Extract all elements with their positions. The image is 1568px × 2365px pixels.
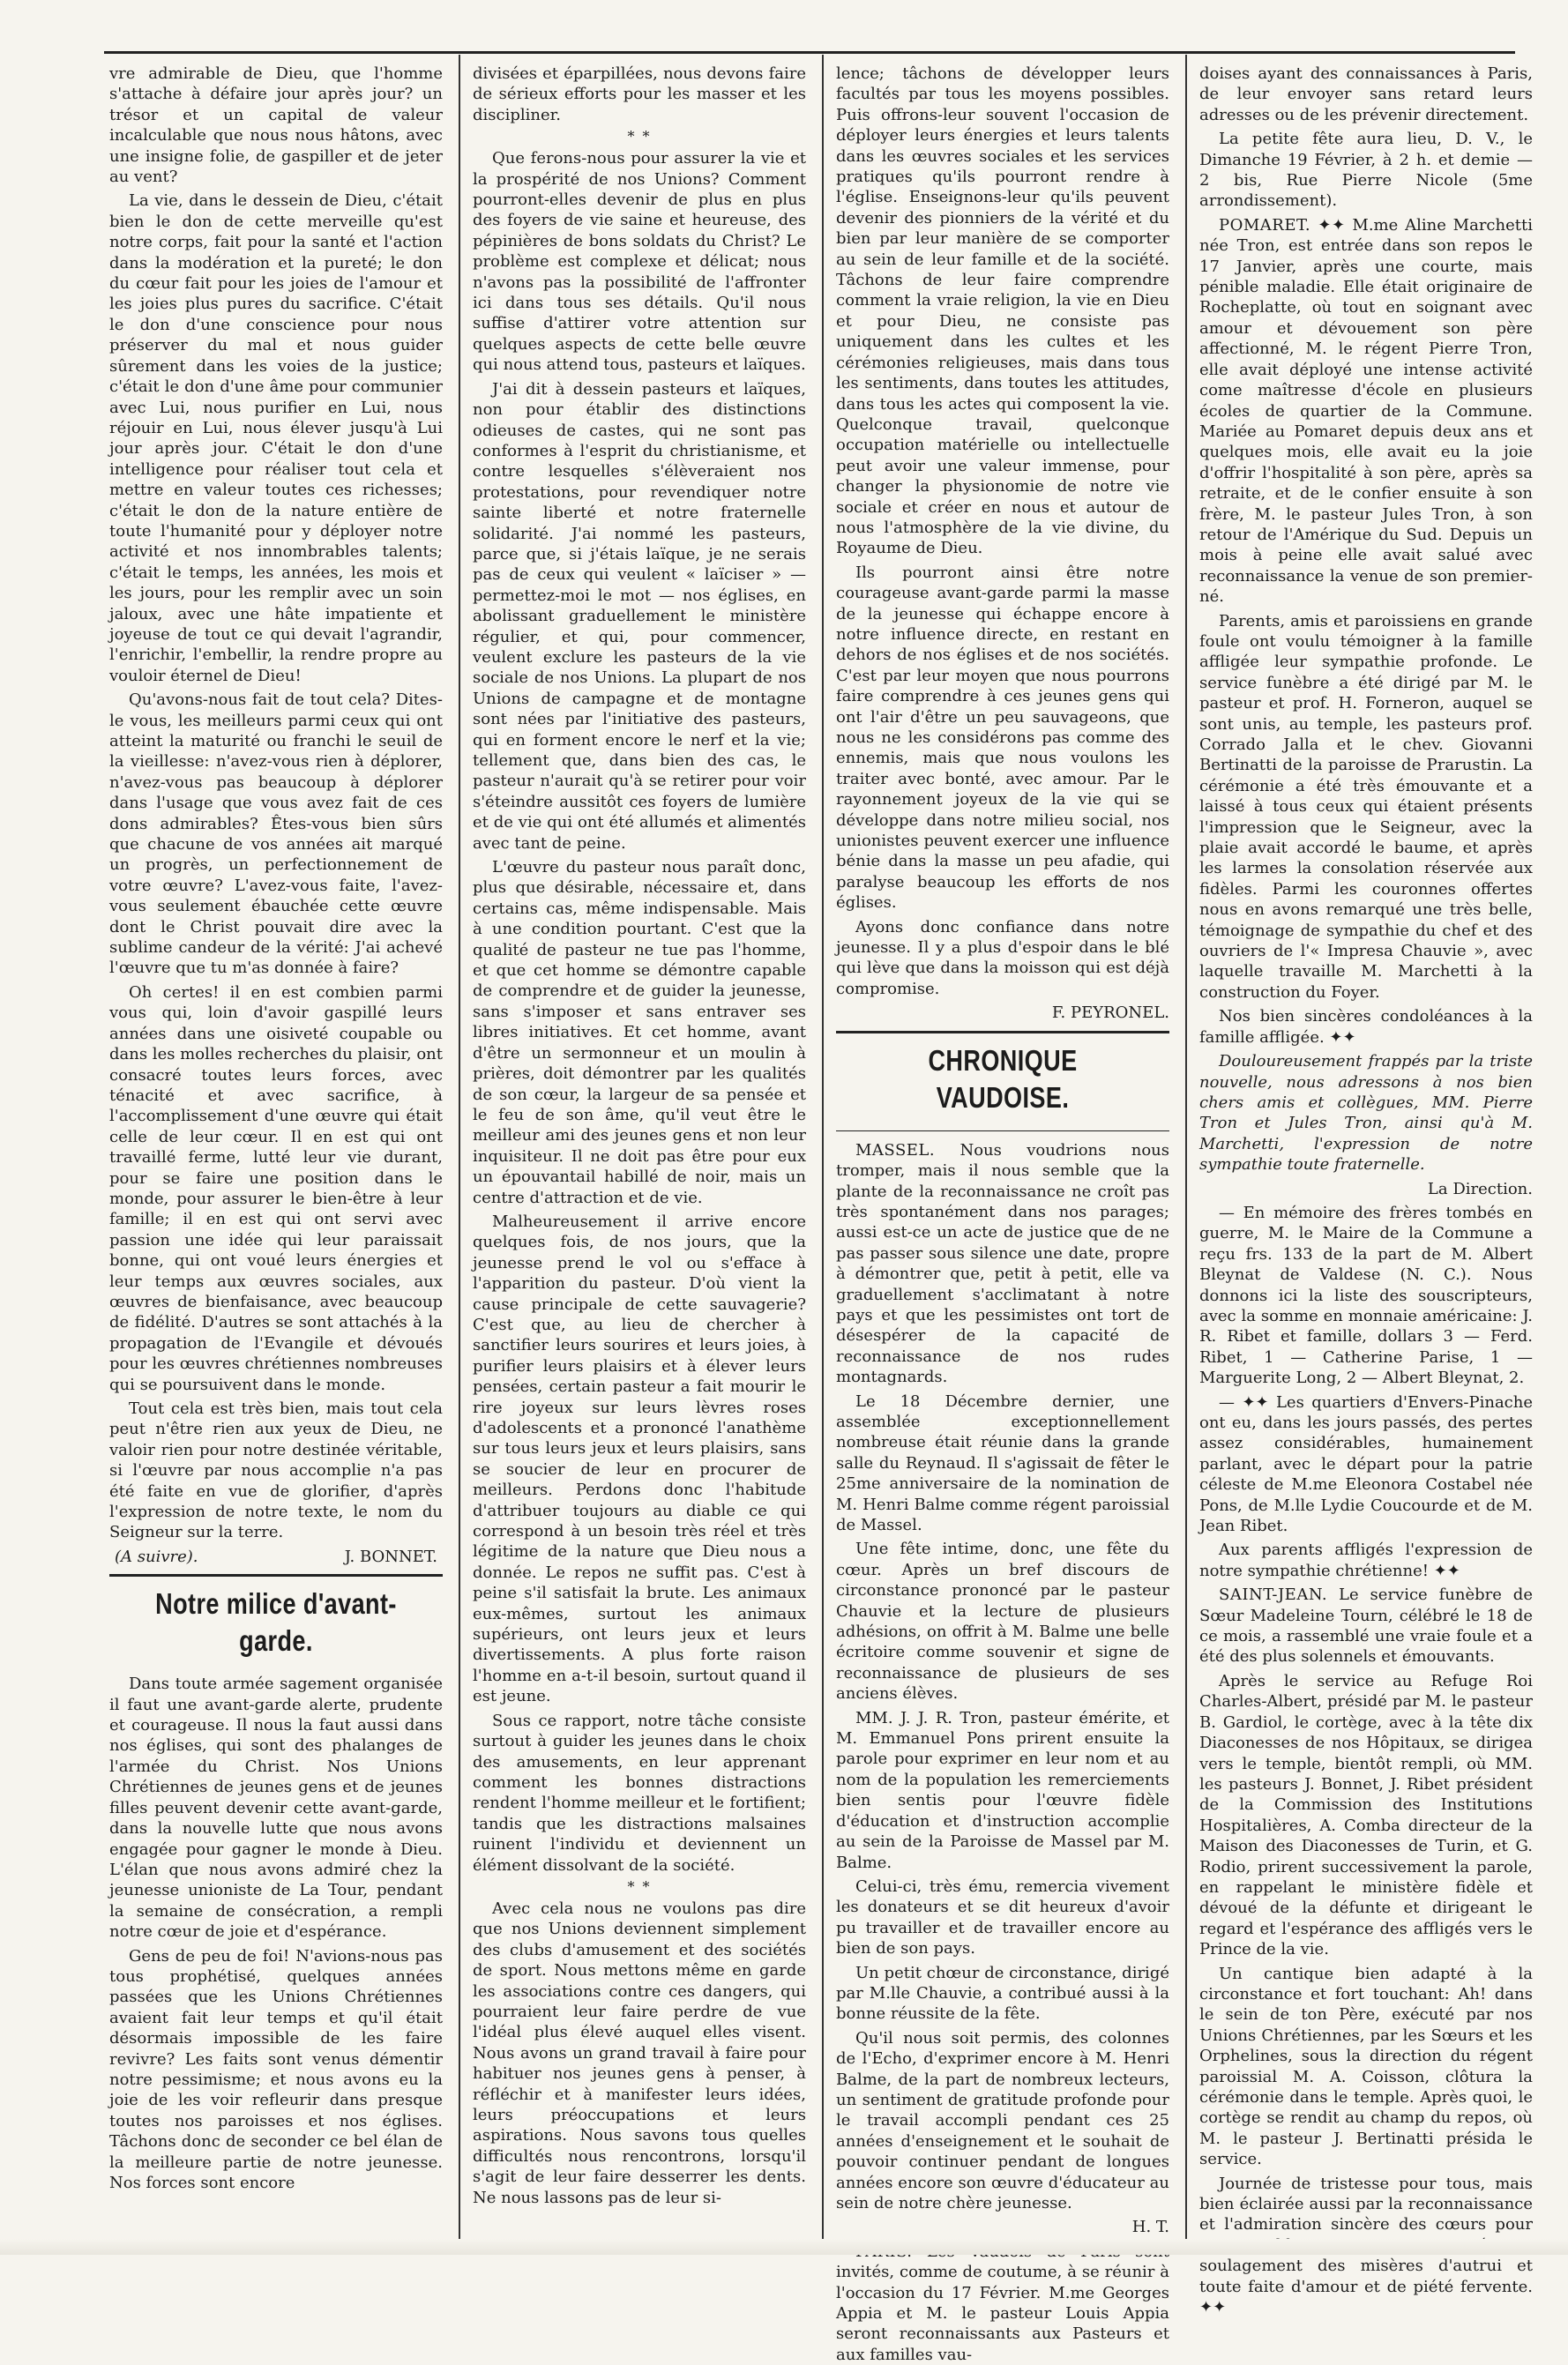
paragraph-text: invités, comme de coutume, à se réunir à l'occasion du 17 Février. M.me Georges Appia et M. le pasteur Louis Appia seront reconnaissants aux Pasteurs et aux familles vau- (836, 2263, 1169, 2364)
column-divider (1185, 55, 1187, 2242)
paragraph: La vie, dans le dessein de Dieu, c'était bien le don de cette merveille qu'est notre corps, fait pour la santé et l'action dans la modération et la pureté; le don du cœur fait pour les joies de l'amour et les joies plus pures du sacrifice. C'était le don d'une conscience pour nous préserver du mal et nous guider sûrement dans les voies de la justice; c'était le don d'une âme pour communier avec Lui, nous purifier en Lui, nous réjouir en Lui, nous élever jusqu'à Lui jour après jour. C'était le don d'une intelligence pour réaliser tout cela et mettre en valeur toutes ces richesses; c'était le don de la nature entière de toute l'humanité pour y déployer notre activité et nos innombrables talents; c'était le temps, les années, les mois et les jours, pour les remplir avec un soin jaloux, avec une hâte impatiente et joyeuse de tout ce qui devait l'agrandir, l'enrichir, l'embellir, la rendre propre au vouloir éternel de Dieu! (109, 191, 443, 685)
paragraph (836, 1140, 1169, 1388)
signature-row (109, 1547, 443, 1567)
paragraph: doises ayant des connaissances à Paris, de leur envoyer sans retard leurs adresses ou de les prévenir directement. (1199, 64, 1533, 124)
paragraph: divisées et éparpillées, nous devons faire de sérieux efforts pour les masser et les discipliner. (473, 64, 806, 124)
paragraph: Ayons donc confiance dans notre jeunesse. Il y a plus d'espoir dans le blé qui lève que dans la moisson qui est déjà compromise. (836, 917, 1169, 998)
paragraph: Après le service au Refuge Roi Charles-Albert, présidé par M. le pasteur B. Gardiol, le cortège, avec à la tête dix Diaconesses de nos Hôpitaux, se dirigea vers le temple, bientôt rempli, où MM. les pasteurs J. Bonnet, J. Ribet président de la Commission des Institutions Hospitalières, A. Comba directeur de la Maison des Diaconesses de Turin, et G. Rodio, prirent successivement la parole, en rappelant le ministère fidèle et dévoué de la défunte et dirigeant le regard et l'espérance des affligés vers le Prince de la vie. (1199, 1671, 1533, 1959)
page-bottom-edge (0, 2239, 1568, 2255)
column-3 (836, 63, 1169, 2364)
section-heading: CHRONIQUE VAUDOISE. (928, 1043, 1078, 1114)
paragraph: — En mémoire des frères tombés en guerre, M. le Maire de la Commune a reçu frs. 133 de la part de M. Albert Bleynat de Valdese (N. C.). Nous donnons ici la liste des souscripteurs, avec la somme en monnaie américaine: J. R. Ribet et famille, dollars 3 — Ferd. Ribet, 1 — Catherine Parise, 1 — Marguerite Long, 2 — Albert Bleynat, 2. (1199, 1203, 1533, 1388)
to-be-continued: (A suivre). (115, 1547, 198, 1566)
column-1 (109, 63, 443, 2233)
paragraph: Aux parents affligés l'expression de notre sympathie chrétienne! ✦✦ (1199, 1541, 1533, 1580)
paragraph: Un petit chœur de circonstance, dirigé par M.lle Chauvie, a contribué aussi à la bonne réussite de la fête. (836, 1963, 1169, 2024)
author-signature: H. T. (1131, 2218, 1169, 2237)
paragraph: Qu'il nous soit permis, des colonnes de l'Echo, d'exprimer encore à M. Henri Balme, de la part de nombreux lecteurs, un sentiment de gratitude profonde pour le travail accompli pendant ces 25 années d'enseignement et le souhait de pouvoir continuer pendant de longues années encore son œuvre d'éducateur au sein de notre chère jeunesse. (836, 2028, 1169, 2212)
paragraph: Tout cela est très bien, mais tout cela peut n'être rien aux yeux de Dieu, ne valoir rien pour notre destinée véritable, si l'œuvre par nous accomplie n'a pas été faite en vue de glorifier, d'après l'expression de notre texte, le nom du Seigneur sur la terre. (109, 1399, 443, 1542)
paragraph-text: Nous voudrions nous tromper, mais il nous semble que la plante de la reconnaissance ne croît pas très spontanément dans nos parages; aussi est-ce un acte de justice que de ne pas passer sous silence une date, propre à démontrer que, petit à petit, elle va graduellement s'acclimatant à notre pays et que les pessimistes ont tort de désespérer de la capacité de reconnaissance de nos rudes montagnards. (836, 1140, 1169, 1387)
paragraph: Oh certes! il en est combien parmi vous qui, loin d'avoir gaspillé leurs années dans une oisiveté coupable ou dans les molles recherches du plaisir, ont consacré toutes leurs forces, avec ténacité et avec sacrifice, à l'accomplissement d'une œuvre qui était celle de leur cœur. Il en est qui ont travaillé ferme, lutté leur vie durant, pour se faire une position dans le monde, pour assurer le bien-être à leur famille; il en est qui ont servi avec passion une idée qui leur paraissait bonne, qui ont voué leurs énergies et leur temps aux œuvres sociales, aux œuvres de bienfaisance, avec beaucoup de fidélité. D'autres se sont attachés à la propagation de l'Evangile et dévoués pour les œuvres chrétiennes nombreuses qui se poursuivent dans le monde. (109, 982, 444, 1394)
paragraph: Dans toute armée sagement organisée il faut une avant-garde alerte, prudente et courageuse. Il nous la faut aussi dans nos églises, qui sont des phalanges de l'armée du Christ. Nos Unions Chrétiennes de jeunes gens et de jeunes filles peuvent devenir cette avant-garde, dans la nouvelle lutte que nous avons engagée pour gagner le monde à Dieu. L'élan que nous avons admiré chez la jeunesse unioniste de La Tour, pendant la semaine de consécration, a rempli notre cœur de joie et d'espérance. (109, 1675, 443, 1942)
paragraph: Sous ce rapport, notre tâche consiste surtout à guider les jeunes dans le choix des amusements, en leur apprenant comment les bonnes distractions rendent l'homme meilleur et le fortifient; tandis que les distractions malsaines ruinent l'individu et deviennent un élément dissolvant de la société. (473, 1711, 806, 1875)
paragraph: vre admirable de Dieu, que l'homme s'attache à défaire jour après jour? un trésor et un capital de valeur incalculable que nous nous hâtons, avec une insigne folie, de gaspiller et de jeter au vent? (109, 64, 443, 187)
paragraph: lence; tâchons de développer leurs facultés par tous les moyens possibles. Puis offrons-leur souvent l'occasion de déployer leurs énergies et leurs talents dans les œuvres sociales et les services pratiques qu'ils pourront rendre à l'église. Enseignons-leur qu'ils peuvent devenir des pionniers de la vérité et du bien par leur manière de se comporter au sein de leur famille et de la société. Tâchons de leur faire comprendre comment la vraie religion, la vie en Dieu et pour Dieu, ne consiste pas uniquement dans les cultes et les cérémonies religieuses, mais dans tous les sentiments, dans toutes les attitudes, dans tous les actes qui composent la vie. Quelconque travail, quelconque occupation matérielle ou intellectuelle peut avoir une valeur immense, pour changer la physionomie de notre vie sociale et créer en nous et autour de nous l'atmosphère de la vie divine, du Royaume de Dieu. (836, 64, 1169, 558)
paragraph: MM. J. J. R. Tron, pasteur émérite, et M. Emmanuel Pons prirent ensuite la parole pour exprimer en leur nom et au nom de la population les remerciements bien sentis pour l'œuvre fidèle d'éducation et d'instruction accomplie au sein de la Paroisse de Massel par M. Balme. (836, 1708, 1169, 1872)
paragraph: J'ai dit à dessein pasteurs et laïques, non pour établir des distinctions odieuses de castes, qui ne sont pas conformes à l'esprit du christianisme, et contre lesquelles s'élèveraient nos protestations, pour revendiquer notre sainte liberté et notre fraternelle solidarité. J'ai nommé les pasteurs, parce que, si j'étais laïque, je ne serais pas de ceux qui veulent « laïciser » — permettez-moi le mot — nos églises, en abolissant graduellement le ministère régulier, et qui, pour commencer, veulent exclure les pasteurs de la vie sociale de nos Unions. La plupart de nos Unions de campagne et de montagne sont nées par l'initiative des pasteurs, qui en forment encore le nerf et la vie; tellement que, dans bien des cas, le pasteur n'aurait qu'à se retirer pour voir s'éteindre aussitôt ces foyers de lumière et de vie qui ont été allumés et alimentés avec tant de peine. (473, 379, 806, 853)
paragraph: Gens de peu de foi! N'avions-nous pas tous prophétisé, quelques années passées que les Unions Chrétiennes avaient fait leur temps et qu'il était désormais impossible de les faire revivre? Les faits sont venus démentir notre pessimisme; et nous avons eu la joie de les voir refleurir dans presque toutes nos paroisses et nos églises. Tâchons donc de seconder ce bel élan de la meilleure partie de notre jeunesse. Nos forces sont encore (109, 1946, 443, 2192)
paragraph: Malheureusement il arrive encore quelques fois, de nos jours, que la jeunesse prend le vol ou s'efface à l'apparition du pasteur. D'où vient la cause principale de cette sauvagerie? C'est que, au lieu de chercher à sanctifier leurs sourires et leurs joies, à purifier leurs plaisirs et à élever leurs pensées, certain pasteur a fait mourir le rire joyeux sur leurs lèvres roses d'adolescents et a prononcé l'anathème sur tous leurs jeux et leurs plaisirs, sans se soucier de leur en procurer de meilleurs. Perdons donc l'habitude d'attribuer toujours au diable ce qui correspond à un besoin très réel et très légitime de la nature que Dieu nous a donnée. Le repos ne suffit pas. C'est à peine s'il satisfait la brute. Les animaux eux-mêmes, surtout les animaux supérieurs, ont leurs jeux et leurs divertissements. A plus forte raison l'homme en a-t-il besoin, surtout quand il est jeune. (473, 1212, 806, 1706)
paragraph: — ✦✦ Les quartiers d'Envers-Pinache ont eu, dans les jours passés, des pertes assez considérables, humainement parlant, avec le départ pour la patrie céleste de M.me Eleonora Costabel née Pons, de M.lle Lydie Coucourde et de M. Jean Ribet. (1199, 1392, 1533, 1536)
top-rule (104, 51, 1515, 54)
column-divider (459, 55, 460, 2242)
paragraph: Ils pourront ainsi être notre courageuse avant-garde parmi la masse de la jeunesse qui échappe encore à notre influence directe, en restant en dehors de nos églises et de nos sociétés. C'est par leur moyen que nous pourrons faire comprendre à ces jeunes gens qui ont l'air d'être un peu sauvageons, que nous ne les considérons pas comme des ennemis, mais que nous voulons les traiter avec bonté, avec amour. Par le rayonnement joyeux de la vie qui se développe dans notre milieu social, nos unionistes peuvent exercer une influence bénie dans la masse un peu afadie, qui paralyse beaucoup les efforts de nos églises. (836, 563, 1169, 913)
paragraph: Journée de tristesse pour tous, mais bien éclairée aussi par la reconnaissance et l'admiration sincère des cœurs pour soulagement des misères d'autrui et toute faite d'amour et de piété fervente. ✦✦ (1199, 2174, 1533, 2317)
paragraph: Le 18 Décembre dernier, une assemblée exceptionnellement nombreuse était réunie dans la grande salle du Reynaud. Il s'agissait de fêter le 25me anniversaire de la nomination de M. Henri Balme comme régent paroissial de Massel. (836, 1391, 1169, 1534)
section-stars: * * (627, 1877, 652, 1895)
article-heading: Notre milice d'avant-garde. (155, 1587, 397, 1658)
column-2 (473, 63, 806, 2233)
paragraph: Que ferons-nous pour assurer la vie et la prospérité de nos Unions? Comment pourront-elles devenir de plus en plus des foyers de vie saine et heureuse, des pépinières de bons soldats du Christ? Le problème est complexe et délicat; nous n'avons pas la possibilité de l'affronter ici dans tous ses détails. Qu'il nous suffise d'attirer votre attention sur quelques aspects de cette belle œuvre qui nous attend tous, pasteurs et laïques. (473, 149, 806, 375)
paragraph (1199, 1585, 1533, 1667)
paragraph (1199, 215, 1533, 608)
paragraph: Une fête intime, donc, une fête du cœur. Après un bref discours de circonstance prononcé par le pasteur Chauvie et la lecture de plusieurs adhésions, on offrit à M. Balme une belle écritoire comme souvenir et signe de reconnaissance de plusieurs de ses anciens élèves. (836, 1540, 1169, 1704)
place-name: POMARET. ✦✦ (1219, 215, 1346, 235)
author-signature: J. BONNET. (344, 1547, 437, 1566)
condolence-note: Douloureusement frappés par la triste nouvelle, nous adressons à nos bien chers amis et collègues, MM. Pierre Tron et Jules Tron, ainsi qu'à M. Marchetti, l'expression de notre sympathie toute fraternelle. (1199, 1052, 1533, 1175)
paragraph: Avec cela nous ne voulons pas dire que nos Unions deviennent simplement des clubs d'amusement et des sociétés de sport. Nous mettons même en garde les associations contre ces dangers, qui pourraient leur faire perdre de vue l'idéal plus élevé auquel elles visent. Nous avons un grand travail à faire pour habituer nos jeunes gens à penser, à réfléchir et à manifester leurs idées, leurs préoccupations et leurs aspirations. Nous savons tous quelles difficultés nous rencontrons, lorsqu'il s'agit de leur faire desserrer les dents. Ne nous lassons pas de leur si- (473, 1899, 806, 2207)
section-rule (109, 1574, 443, 1577)
paragraph (836, 2242, 1169, 2365)
column-divider (822, 55, 824, 2242)
paragraph-text: M.me Aline Marchetti née Tron, est entrée dans son repos le 17 Janvier, après une courte, mais pénible maladie. Elle était originaire de Rocheplatte, où tout en soignant avec amour et dévouement son père affectionné, M. le régent Pierre Tron, elle avait déployé une intense activité come maîtresse d'école en plusieurs écoles de quartier de la Commune. Mariée au Pomaret depuis deux ans et quelques mois, elle avait eu la joie d'offrir l'hospitalité à son père, après sa retraite, et de le confier ensuite à son frère, M. le pasteur Jules Tron, à son retour de l'Amérique du Sud. Depuis un mois à peine elle avait salué avec reconnaissance la venue de son premier-né. (1199, 215, 1533, 607)
column-4 (1199, 63, 1533, 2317)
paragraph-text: Le service funèbre de Sœur Madeleine Tourn, célébré le 18 de ce mois, a rassemblé une vraie foule et a été des plus solennels et émouvants. (1199, 1585, 1533, 1667)
paragraph: Parents, amis et paroissiens en grande foule ont voulu témoigner à la famille affligée leur sympathie profonde. Le service funèbre a été dirigé par M. le pasteur et prof. H. Forneron, auquel se sont unis, au temple, les pasteurs prof. Corrado Jalla et le chev. Giovanni Bertinatti de la paroisse de Prarustin. La cérémonie a été très émouvante et a laissé à tous ceux qui étaient présents l'impression que le Seigneur, avec la plaie avait accordé le baume, et après les larmes la consolation réservée aux fidèles. Parmi les couronnes offertes nous en avons remarqué une très belle, témoignage de sympathie du chef et des ouvriers de l'« Impresa Chauvie », avec laquelle travaille M. Marchetti à la construction du Foyer. (1199, 611, 1533, 1002)
section-rule (836, 1031, 1169, 1033)
paragraph: Nos bien sincères condoléances à la famille affligée. ✦✦ (1199, 1007, 1533, 1047)
paragraph: Un cantique bien adapté à la circonstance et fort touchant: Ah! dans le sein de ton Père, exécuté par nos Unions Chrétiennes, par les Sœurs et les Orphelines, sous la direction du régent paroissial M. A. Coisson, clôtura la cérémonie dans le temple. Après quoi, le cortège se rendit au champ du repos, où M. le pasteur J. Bertinatti présida le service. (1199, 1964, 1533, 2169)
author-signature: F. PEYRONEL. (1051, 1003, 1169, 1023)
place-name: MASSEL. (855, 1140, 936, 1160)
paragraph: Celui-ci, très ému, remercia vivement les donateurs et se dit heureux d'avoir pu travailler et de travailler encore au bien de son pays. (836, 1876, 1169, 1958)
section-stars: * * (627, 128, 652, 145)
paragraph: La petite fête aura lieu, D. V., le Dimanche 19 Février, à 2 h. et demie — 2 bis, Rue Pierre Nicole (5me arrondissement). (1199, 130, 1533, 211)
editorial-signature: La Direction. (1427, 1179, 1533, 1198)
paragraph: L'œuvre du pasteur nous paraît donc, plus que désirable, nécessaire et, dans certains cas, même indispensable. Mais à une condition pourtant. C'est que la qualité de pasteur ne tue pas l'homme, et que cet homme se démontre capable de comprendre et de guider la jeunesse, sans s'imposer et sans entraver ses libres initiatives. Et cet homme, avant d'être un sermonneur et un moulin à prières, doit démontrer par les qualités de son cœur, la largeur de sa pensée et le feu de son âme, qu'il veut être le meilleur ami des jeunes gens et non leur inquisiteur. Il ne doit pas être pour eux un épouvantail habillé de noir, mais un centre d'attraction et de vie. (473, 858, 806, 1207)
heading-underline (836, 1130, 1169, 1131)
place-name: SAINT-JEAN. (1219, 1585, 1328, 1605)
paragraph: Qu'avons-nous fait de tout cela? Dites-le vous, les meilleurs parmi ceux qui ont atteint la maturité ou franchi le seuil de la vieillesse: n'avez-vous rien à déplorer, n'avez-vous pas beaucoup à déplorer dans l'usage que vous avez fait de ces dons admirables? Êtes-vous bien sûrs que chacune de vos années ait marqué un progrès, un perfectionnement de votre œuvre? L'avez-vous faite, l'avez-vous seulement ébauchée cette œuvre dont le Christ pouvait dire avec la sublime candeur de la vérité: J'ai achevé l'œuvre que tu m'as donnée à faire? (109, 690, 443, 978)
